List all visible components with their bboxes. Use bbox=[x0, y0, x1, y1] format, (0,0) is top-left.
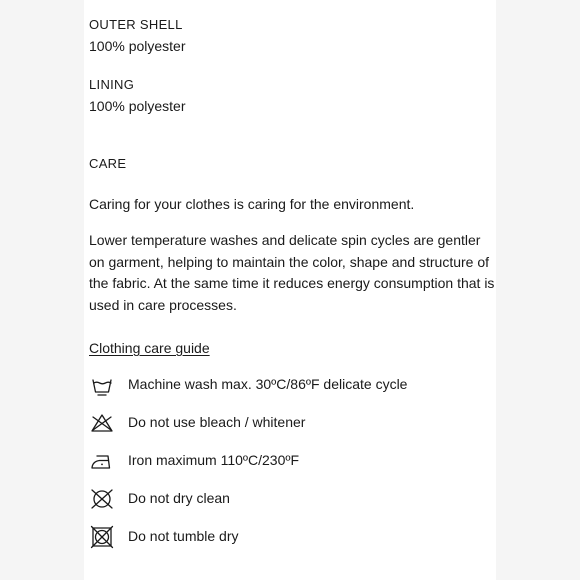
care-instruction-text: Do not tumble dry bbox=[128, 528, 239, 544]
care-instruction-iron bbox=[89, 448, 489, 474]
care-heading: CARE bbox=[89, 156, 127, 171]
care-intro: Caring for your clothes is caring for the environment. bbox=[89, 196, 415, 212]
clothing-care-guide-link[interactable]: Clothing care guide bbox=[89, 340, 210, 356]
care-instruction-text: Do not use bleach / whitener bbox=[128, 414, 306, 430]
lining-label: LINING bbox=[89, 77, 135, 92]
care-instruction-wash bbox=[89, 372, 489, 398]
care-instruction-text: Machine wash max. 30ºC/86ºF delicate cycle bbox=[128, 376, 408, 392]
care-instruction-dry-clean bbox=[89, 486, 489, 512]
care-instruction-text: Iron maximum 110ºC/230ºF bbox=[128, 452, 300, 468]
lining-value: 100% polyester bbox=[89, 98, 186, 114]
outer-shell-value: 100% polyester bbox=[89, 38, 186, 54]
care-instruction-tumble-dry bbox=[89, 524, 489, 550]
care-description: Lower temperature washes and delicate spin cycles are gentler on garment, helping to maintain the color, shape and structure of the fabric. At the same time it reduces energy consumption that is used in care processes. bbox=[89, 232, 495, 313]
care-instruction-bleach bbox=[89, 410, 489, 436]
iron-icon bbox=[89, 448, 115, 474]
outer-shell-label: OUTER SHELL bbox=[89, 17, 183, 32]
no-tumble-dry-icon bbox=[89, 524, 115, 550]
washtub-icon bbox=[89, 372, 115, 398]
care-instruction-text: Do not dry clean bbox=[128, 490, 230, 506]
no-dry-clean-icon bbox=[89, 486, 115, 512]
no-bleach-icon bbox=[89, 410, 115, 436]
